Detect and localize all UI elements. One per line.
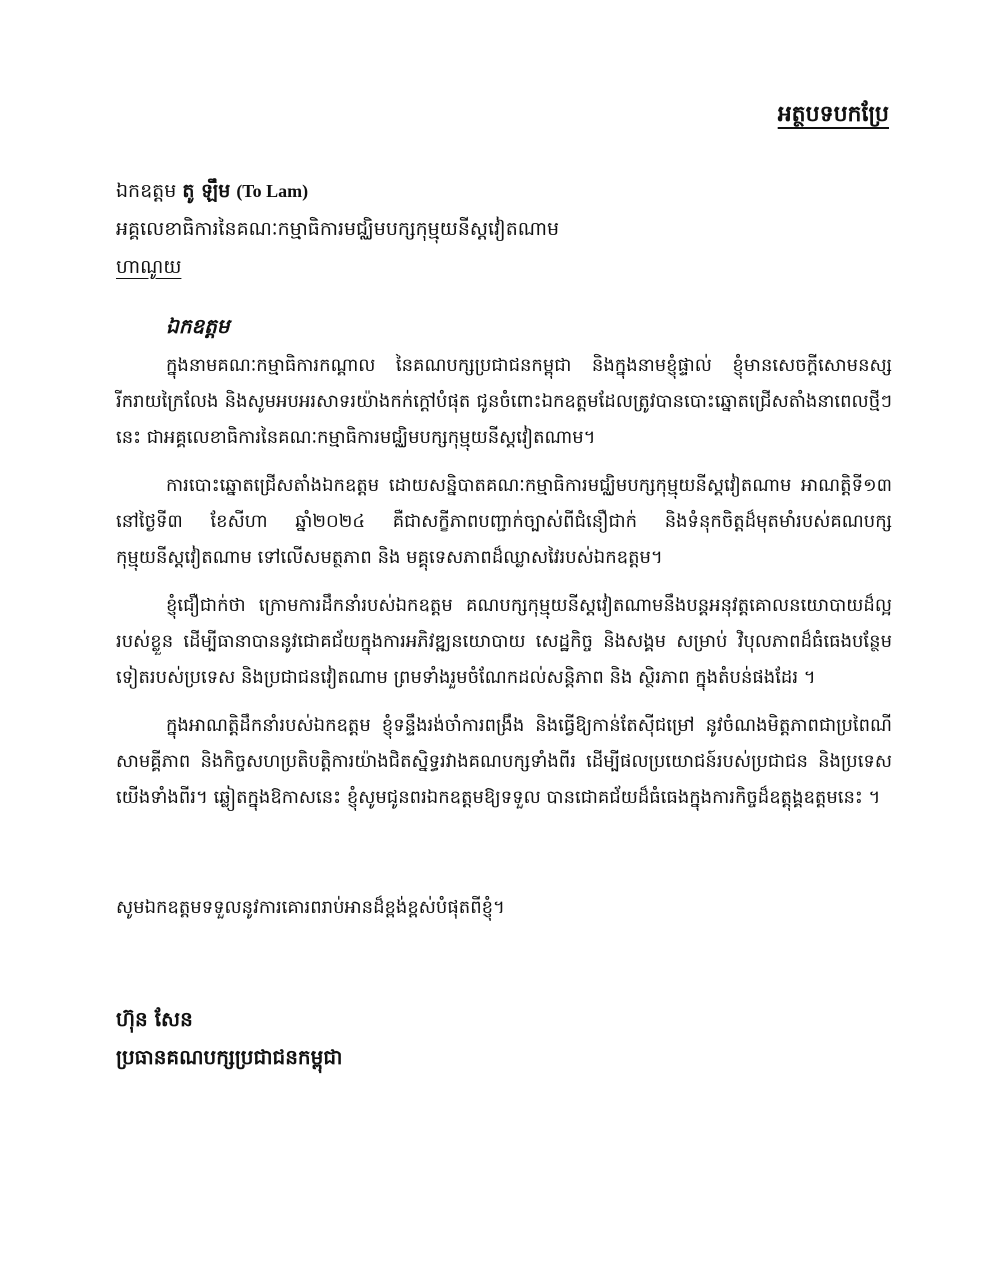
addressee-title: ឯកឧត្តម <box>116 180 177 202</box>
body-paragraph-3: ខ្ញុំជឿជាក់ថា ក្រោមការដឹកនាំរបស់ឯកឧត្តម គណបក្សកុម្មុយនីស្តវៀតណាមនឹងបន្តអនុវត្តគោលនយោបាយដ៏ល្អរបស់ខ្លួន ដើម្បីធានាបាននូវជោគជ័យក្នុងការអភិវឌ្ឍនយោបាយ សេដ្ឋកិច្ច និងសង្គម សម្រាប់ វិបុលភាពដ៏ធំធេងបន្ថែមទៀតរបស់ប្រទេស និងប្រជាជនវៀតណាម ព្រមទាំងរួមចំណែកដល់សន្តិភាព និង ស្ថិរភាព ក្នុងតំបន់ផងដែរ ។ <box>116 595 892 688</box>
addressee-city: ហាណូយ <box>116 256 182 278</box>
signatory-name: ហ៊ុន សែន <box>116 1007 193 1031</box>
closing-line: សូមឯកឧត្តមទទួលនូវការគោរពរាប់អានដ៏ខ្ពង់ខ្ពស់បំផុតពីខ្ញុំ។ <box>116 897 505 918</box>
letter-body <box>116 348 892 828</box>
body-paragraph-4: ក្នុងអាណត្តិដឹកនាំរបស់ឯកឧត្តម ខ្ញុំទន្ទឹងរង់ចាំការពង្រឹង និងធ្វើឱ្យកាន់តែស៊ីជម្រៅ នូវចំណងមិត្តភាពជាប្រពៃណី សាមគ្គីភាព និងកិច្ចសហប្រតិបត្តិការយ៉ាងជិតស្និទ្ធរវាងគណបក្សទាំងពីរ ដើម្បីផលប្រយោជន៍របស់ប្រជាជន និងប្រទេសយើងទាំងពីរ។ ឆ្លៀតក្នុងឱកាសនេះ ខ្ញុំសូមជូនពរឯកឧត្តមឱ្យទទួល បានជោគជ័យដ៏ធំធេងក្នុងការកិច្ចដ៏ឧត្តុង្គឧត្តមនេះ ។ <box>116 715 892 808</box>
signatory-title: ប្រធានគណបក្សប្រជាជនកម្ពុជា <box>116 1045 343 1069</box>
addressee-block <box>116 172 896 286</box>
signature-block <box>116 1000 342 1076</box>
body-paragraph-2: ការបោះឆ្នោតជ្រើសតាំងឯកឧត្តម ដោយសន្និបាតគណៈកម្មាធិការមជ្ឈិមបក្សកុម្មុយនីស្តវៀតណាម អាណត្តិទី១៣ នៅថ្ងៃទី៣ ខែសីហា ឆ្នាំ២០២៤ គឺជាសក្ខីភាពបញ្ជាក់ច្បាស់ពីជំនឿជាក់ និងទំនុកចិត្តដ៏មុតមាំរបស់គណបក្សកុម្មុយនីស្តវៀតណាម ទៅលើសមត្ថភាព និង មគ្គុទេសភាពដ៏ឈ្លាសវៃរបស់ឯកឧត្តម។ <box>116 475 892 568</box>
addressee-name-line <box>116 172 896 210</box>
addressee-name: តូ ឡឹម <box>182 180 231 202</box>
salutation: ឯកឧត្តម <box>166 314 230 338</box>
translation-label: អត្ថបទបកប្រែ <box>777 102 889 127</box>
addressee-position: អគ្គលេខាធិការនៃគណៈកម្មាធិការមជ្ឈិមបក្សកុម្មុយនីស្តវៀតណាម <box>116 218 560 240</box>
body-paragraph-1: ក្នុងនាមគណៈកម្មាធិការកណ្តាល នៃគណបក្សប្រជាជនកម្ពុជា និងក្នុងនាមខ្ញុំផ្ទាល់ ខ្ញុំមានសេចក្តីសោមនស្សរីករាយក្រៃលែង និងសូមអបអរសាទរយ៉ាងកក់ក្តៅបំផុត ជូនចំពោះឯកឧត្តមដែលត្រូវបានបោះឆ្នោតជ្រើសតាំងនាពេលថ្មីៗនេះ ជាអគ្គលេខាធិការនៃគណៈកម្មាធិការមជ្ឈិមបក្សកុម្មុយនីស្តវៀតណាម។ <box>116 355 892 448</box>
addressee-latin-name: (To Lam) <box>236 181 309 201</box>
